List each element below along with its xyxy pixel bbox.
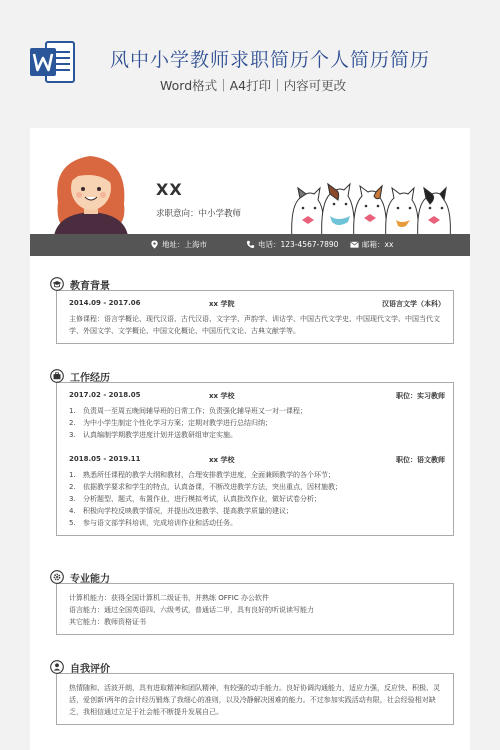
section-title: 工作经历 bbox=[70, 372, 110, 384]
job-position: 职位：实习教师 bbox=[396, 392, 445, 400]
phone-icon bbox=[246, 240, 255, 249]
banner bbox=[0, 0, 500, 124]
contact-bar bbox=[30, 234, 470, 256]
section-title: 教育背景 bbox=[70, 280, 110, 292]
job-period: 2017.02 - 2018.05 bbox=[69, 391, 141, 399]
self-eval-box bbox=[56, 673, 454, 725]
work-section bbox=[50, 368, 454, 536]
skills-section bbox=[50, 569, 454, 635]
skill-line: 计算机能力：获得全国计算机二级证书，并熟练 OFFIC 办公软件 bbox=[69, 594, 269, 602]
education-period: 2014.09 - 2017.06 bbox=[69, 299, 141, 307]
job-entry bbox=[69, 391, 445, 441]
location-pin-icon bbox=[150, 240, 159, 249]
contact-email bbox=[350, 239, 393, 250]
job-org: xx 学校 bbox=[209, 392, 235, 400]
job-row bbox=[69, 455, 445, 465]
list-item: 3. 认真编制学期教学进度计划并送教研组审定实施。 bbox=[69, 431, 237, 439]
cats-illustration bbox=[286, 176, 466, 240]
list-item: 5. 参与语文部学科培训，完成培训作业和活动任务。 bbox=[69, 519, 237, 527]
job-duties bbox=[69, 469, 445, 529]
mail-icon bbox=[350, 240, 359, 249]
address-text: 地址：上海市 bbox=[162, 240, 207, 249]
list-item: 3. 分析题型、题式，布置作业，进行模拟考试，认真批改作业，做好试卷分析； bbox=[69, 495, 321, 503]
phone-text: 电话：123-4567-7890 bbox=[258, 240, 339, 249]
education-major: 汉语言文学（本科） bbox=[382, 300, 445, 308]
gear-icon bbox=[50, 570, 64, 584]
contact-address bbox=[150, 239, 207, 250]
education-section bbox=[50, 276, 454, 344]
education-box bbox=[56, 290, 454, 344]
skills-box bbox=[56, 583, 454, 635]
list-item: 4. 积极向学校反映教学情况，并提出改进教学、提高教学质量的建议； bbox=[69, 507, 293, 515]
work-box bbox=[56, 382, 454, 536]
job-org: xx 学校 bbox=[209, 456, 235, 464]
self-eval-section bbox=[50, 659, 454, 725]
banner-subtitle: Word格式｜A4打印｜内容可更改 bbox=[160, 78, 347, 93]
section-title: 自我评价 bbox=[70, 663, 110, 675]
job-entry bbox=[69, 455, 445, 529]
user-icon bbox=[50, 660, 64, 674]
banner-title: 风中小学教师求职简历个人简历简历 bbox=[110, 49, 431, 71]
job-position: 职位：语文教师 bbox=[396, 456, 445, 464]
self-eval-text: 热情随和、活波开朗，具有进取精神和团队精神，有较强的动手能力。良好协调沟通能力，适应力强，反应快、积极、灵活，爱创新!两年的会计经历锻炼了我细心的准则，以及冷静解决困难的能力。不过参加实践活动有限，社会经验相对缺乏，我相信通过立足于社会能不断提升发展自己。 bbox=[69, 684, 440, 716]
word-doc-icon bbox=[28, 38, 76, 86]
education-row bbox=[69, 299, 445, 309]
education-school: xx 学院 bbox=[209, 300, 235, 308]
briefcase-icon bbox=[50, 369, 64, 383]
email-text: 邮箱：xx bbox=[362, 240, 394, 249]
resume-page bbox=[30, 128, 470, 750]
job-duties bbox=[69, 405, 445, 441]
contact-phone bbox=[246, 239, 338, 250]
candidate-name: XX bbox=[156, 180, 183, 199]
list-item: 1. 熟悉所任课程的教学大纲和教材，合理安排教学进度，全面兼顾教学的各个环节； bbox=[69, 471, 335, 479]
skill-line: 语言能力：通过全国英语四、六级考试，普通话二甲，具有良好的听说读写能力 bbox=[69, 606, 314, 614]
job-period: 2018.05 - 2019.11 bbox=[69, 455, 141, 463]
list-item: 2. 依据教学要求和学生的特点，认真备课，不断改进教学方法，突出重点，因材施教； bbox=[69, 483, 342, 491]
graduation-cap-icon bbox=[50, 277, 64, 291]
avatar bbox=[48, 142, 134, 236]
list-item: 2. 为中小学生制定个性化学习方案；定期对教学进行总结归纳； bbox=[69, 419, 272, 427]
job-row bbox=[69, 391, 445, 401]
education-courses: 主修课程：语言学概论、现代汉语、古代汉语、文字学、声韵学、训诂学、中国古代文学史、中国现代文学、中国当代文学、外国文学、文学概论、中国文化概论、中国历代文论、古典文献学等。 bbox=[69, 315, 440, 335]
skill-line: 其它能力：教师资格证书 bbox=[69, 618, 146, 626]
list-item: 1. 负责周一至周五晚间辅导班的日常工作；负责强化辅导班又一对一课程； bbox=[69, 407, 307, 415]
job-intent: 求职意向：中小学教师 bbox=[156, 209, 242, 219]
section-title: 专业能力 bbox=[70, 573, 110, 585]
resume-header bbox=[30, 134, 470, 234]
